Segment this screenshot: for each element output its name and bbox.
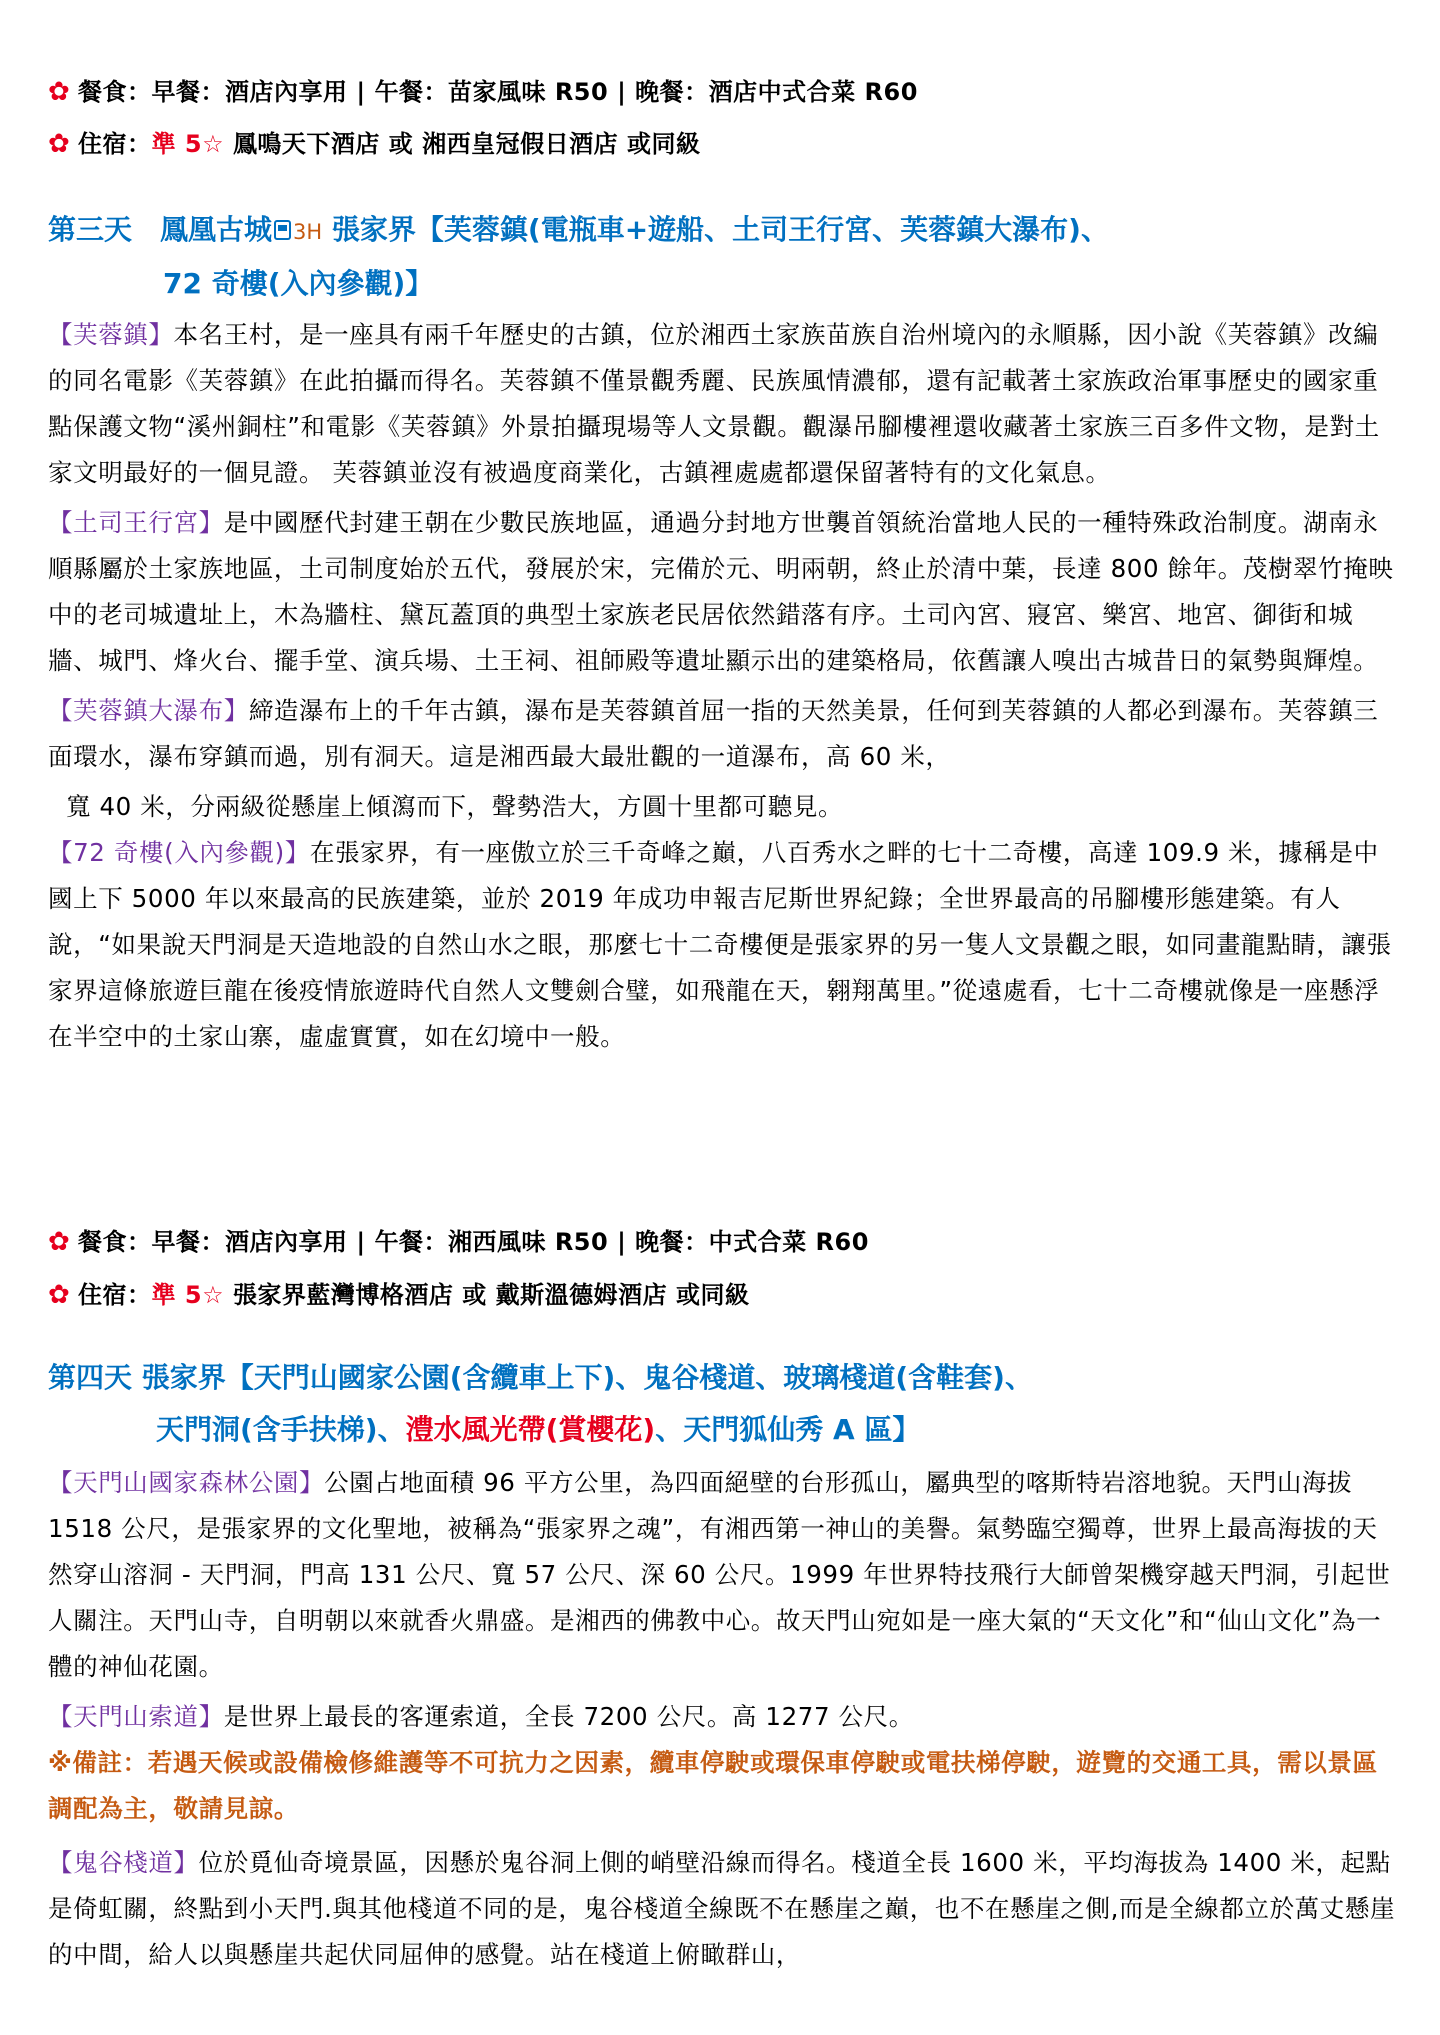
- flower-icon: ✿: [48, 1280, 71, 1310]
- flower-icon: ✿: [48, 77, 71, 107]
- day3-heading-line2: 72 奇樓(入內參觀)】: [163, 267, 434, 300]
- paragraph-waterfall-cont: 寬 40 米，分兩級從懸崖上傾瀉而下，聲勢浩大，方圓十里都可聽見。: [66, 792, 844, 821]
- paragraph-waterfall: 【芙蓉鎮大瀑布】締造瀑布上的千年古鎮，瀑布是芙蓉鎮首屈一指的天然美景，任何到芙蓉鎮的人都必到瀑布。芙蓉鎮三面環水，瀑布穿鎮而過，別有洞天。這是湘西最大最壯觀的一道瀑布，高 60 米，: [48, 696, 1379, 771]
- paragraph-tianmen-park: 【天門山國家森林公園】公園占地面積 96 平方公里，為四面絕壁的台形孤山，屬典型的喀斯特岩溶地貌。天門山海拔 1518 公尺，是張家界的文化聖地，被稱為“張家界之魂”，有湘西第一神山的美譽。氣勢臨空獨尊，世界上最高海拔的天然穿山溶洞 - 天門洞，門高 131 公尺、寬 57 公尺、深 60 公尺。1999 年世界特技飛行大師曾架機穿越天門洞，引起世人關注。天門山寺，自明朝以來就香火鼎盛。是湘西的佛教中心。故天門山宛如是一座大氣的“天文化”和“仙山文化”為一體的神仙花園。: [48, 1468, 1391, 1681]
- bus-icon: [274, 220, 291, 240]
- flower-icon: ✿: [48, 129, 71, 159]
- day4-heading-line2: 天門洞(含手扶梯)、澧水風光帶(賞櫻花)、天門狐仙秀 A 區】: [156, 1413, 921, 1446]
- hotel-rating: 準 5: [151, 1281, 203, 1309]
- paragraph-tusi-palace: 【土司王行宮】是中國歷代封建王朝在少數民族地區，通過分封地方世襲首領統治當地人民的一種特殊政治制度。湖南永順縣屬於土家族地區，土司制度始於五代，發展於宋，完備於元、明兩朝，終止於清中葉，長達 800 餘年。茂樹翠竹掩映中的老司城遺址上，木為牆柱、黛瓦蓋頂的典型土家族老民居依然錯落有序。土司內宮、寢宮、樂宮、地宮、御街和城牆、城門、烽火台、擺手堂、演兵場、土王祠、祖師殿等遺址顯示出的建築格局，依舊讓人嗅出古城昔日的氣勢與輝煌。: [48, 508, 1394, 675]
- paragraph-furong-town: 【芙蓉鎮】本名王村，是一座具有兩千年歷史的古鎮，位於湘西土家族苗族自治州境內的永順縣，因小說《芙蓉鎮》改編的同名電影《芙蓉鎮》在此拍攝而得名。芙蓉鎮不僅景觀秀麗、民族風情濃郁，還有記載著土家族政治軍事歷史的國家重點保護文物“溪州銅柱”和電影《芙蓉鎮》外景拍攝現場等人文景觀。觀瀑吊腳樓裡還收藏著土家族三百多件文物，是對土家文明最好的一個見證。 芙蓉鎮並沒有被過度商業化，古鎮裡處處都還保留著特有的文化氣息。: [48, 320, 1380, 487]
- day3-heading: 第三天 鳳凰古城 3H 張家界【芙蓉鎮(電瓶車+遊船、土司王行宮、芙蓉鎮大瀑布)、: [48, 213, 1109, 246]
- day2-hotel-line: ✿ 住宿：準 5☆ 鳳鳴天下酒店 或 湘西皇冠假日酒店 或同級: [48, 129, 701, 159]
- day2-meals-line: [48, 72, 918, 107]
- note-remark: ※備註：若遇天候或設備檢修維護等不可抗力之因素，纜車停駛或環保車停駛或電扶梯停駛，遊覽的交通工具，需以景區調配為主，敬請見諒。: [48, 1748, 1378, 1823]
- star-icon: ☆: [202, 1281, 225, 1309]
- star-icon: ☆: [202, 130, 225, 158]
- flower-icon: ✿: [48, 1227, 71, 1257]
- hotel-rating: 準 5: [151, 130, 203, 158]
- paragraph-tianmen-cableway: 【天門山索道】是世界上最長的客運索道，全長 7200 公尺。高 1277 公尺。: [48, 1702, 914, 1731]
- day2-hotels: 鳳鳴天下酒店 或 湘西皇冠假日酒店 或同級: [232, 130, 701, 158]
- day3-meals-line: [48, 1222, 869, 1257]
- day2-meals: 餐食：早餐：酒店內享用 | 午餐：苗家風味 R50 | 晚餐：酒店中式合菜 R60: [78, 78, 918, 106]
- day3-body: [48, 312, 1396, 1060]
- paragraph-guigu-plankway: 【鬼谷棧道】位於覓仙奇境景區，因懸於鬼谷洞上側的峭壁沿線而得名。棧道全長 1600 米，平均海拔為 1400 米，起點是倚虹關，終點到小天門.與其他棧道不同的是，鬼谷棧道全線既不在懸崖之巔，也不在懸崖之側,而是全線都立於萬丈懸崖的中間，給人以與懸崖共起伏同屈伸的感覺。站在棧道上俯瞰群山，: [48, 1848, 1396, 1969]
- paragraph-72-towers: 【72 奇樓(入內參觀)】在張家界，有一座傲立於三千奇峰之巔，八百秀水之畔的七十二奇樓，高達 109.9 米，據稱是中國上下 5000 年以來最高的民族建築，並於 2019 年成功申報吉尼斯世界紀錄；全世界最高的吊腳樓形態建築。有人說，“如果說天門洞是天造地設的自然山水之眼，那麼七十二奇樓便是張家界的另一隻人文景觀之眼，如同畫龍點睛，讓張家界這條旅遊巨龍在後疫情旅遊時代自然人文雙劍合璧，如飛龍在天，翱翔萬里。”從遠處看，七十二奇樓就像是一座懸浮在半空中的土家山寨，虛虛實實，如在幻境中一般。: [48, 838, 1392, 1051]
- day3-hotel-line: ✿ 住宿：準 5☆ 張家界藍灣博格酒店 或 戴斯溫德姆酒店 或同級: [48, 1280, 750, 1310]
- day4-body: [48, 1460, 1396, 1978]
- day4-heading: 第四天 張家界【天門山國家公園(含纜車上下)、鬼谷棧道、玻璃棧道(含鞋套)、: [48, 1361, 1033, 1394]
- day3-hotels: 張家界藍灣博格酒店 或 戴斯溫德姆酒店 或同級: [232, 1281, 750, 1309]
- day3-meals: 餐食：早餐：酒店內享用 | 午餐：湘西風味 R50 | 晚餐：中式合菜 R60: [78, 1228, 869, 1256]
- travel-duration: 3H: [293, 220, 323, 244]
